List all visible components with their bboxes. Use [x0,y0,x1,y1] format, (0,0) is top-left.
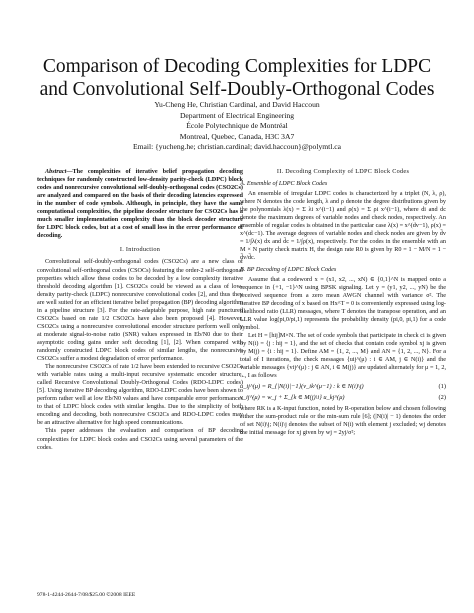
abstract [37,168,243,240]
author-email: Email: {yucheng.he; christian.cardinal; david.haccoun}@polymtl.ca [132,142,342,152]
title-line-1: Comparison of Decoding Complexities for LDPC [42,56,432,78]
equation-body: u_ij^(μ) = R_{|N(i)|−1}(v_ik^(μ−1) : k ∈ N(i)\j) [240,383,364,391]
subsection-heading-bp-decoding: B. BP Decoding of LDPC Block Codes [240,265,337,273]
body-paragraph: Assume that a codeword x = (x1, x2, ..., xN) ∈ {0,1}^N is mapped onto a sequence in {+1, −1}^N using BPSK signaling. Let y = (y1, y2, ..., yN) be the received sequence from a zero mean AWGN channel with variance σ². The iterative BP decoding of x based on Hx^T = 0 is conveniently expressed using log-likelihood ratio (LLR) messages, where T denotes the transpose operation, and an LLR value log(pi,0/pi,1) represents the probability density (pi,0, pi,1) for a code symbol. [240,275,446,331]
left-column [37,168,243,452]
section-heading-introduction: I. Introduction [119,246,161,254]
subsection-heading-ensemble: A. Ensemble of LDPC Block Codes [240,180,328,188]
body-paragraph: where RK is a K-input function, noted by R-operation below and chosen following either the sum-product rule or the min-sum rule [6]; (|N(i)| − 1) denotes the order of set N(i)\j; N(i)\j denotes the subset of N(i) with element j excluded; wj denotes the initial message for xj given by wj = 2yj/σ²; [240,405,446,437]
affiliation-line: Department of Electrical Engineering [179,110,295,120]
abstract-text: —The complexities of iterative belief propagation decoding techniques for randomly constructed low-density parity-check (LDPC) block codes and nonrecursive convolutional self-doubly-orthogonal codes (CSO2Cs) are analyzed and compared on the basis of their decoding latencies expressed in the number of code symbols. Although, in principle, they have the same computational complexities, the pipeline decoder structure for CSO2Cs has a much smaller implementation complexity than the block decoder structure for LDPC block codes, but at a cost of small loss in the error performance of decoding. [37,168,243,240]
equation-number: (1) [438,383,446,391]
author-names: Yu-Cheng He, Christian Cardinal, and David Haccoun [154,100,320,109]
intro-paragraph: Convolutional self-doubly-orthogonal codes (CSO2Cs) are a new class of convolutional self-orthogonal codes (CSOCs) featuring the order-2 self-orthogonal properties which allow these codes to be decoded by a low complexity iterative threshold decoding algorithm [1]. CSO2Cs could be viewed as a class of low-density parity-check (LDPC) nonrecursive convolutional codes [2], and thus they are well suited for an efficient iterative belief propagation (BP) decoding algorithm in a pipeline structure [3]. For the rate-adaptable purpose, high rate punctured CSO2Cs based on rate 1/2 CSO2Cs have also been proposed [4]. However, CSO2Cs using a nonrecursive convolutional encoder structure perform well only at moderate signal-to-noise ratio (SNR) values expressed in Eb/N0 due to their asymptotic coding gains under soft decoding [1], [2]. When compared with randomly constructed LDPC block codes of similar lengths, the nonrecursive CSO2Cs suffer a modest degradation of error performance. [37,258,243,363]
author-block [0,100,474,153]
affiliation-line: École Polytechnique de Montréal [186,121,288,131]
intro-paragraph: This paper addresses the evaluation and comparison of BP decoding complexities for LDPC block codes and CSO2Cs using several parameters of the codes. [37,427,243,451]
copyright-footer: 978-1-4244-2644-7/08/$25.00 ©2008 IEEE [37,592,136,598]
affiliation-line: Montreal, Quebec, Canada, H3C 3A7 [179,131,295,141]
equation-1 [240,383,446,391]
title-line-2: and Convolutional Self-Doubly-Orthogonal Codes [39,79,435,101]
body-paragraph: Let H = [hij]M×N. The set of code symbols that participate in check ci is given by N(i) = {j : hij = 1}, and the set of checks that contain code symbol xj is given by M(j) = {i : hij = 1}. Define AM = {1, 2, ..., M} and AN = {1, 2, ..., N}. For a total of I iterations, the check messages {uij^(μ) : i ∈ AM, j ∈ N(i)} and the variable messages {vij^(μ) : j ∈ AN, i ∈ M(j)} are updated alternately for μ = 1, 2, ..., I as follows [240,331,446,380]
equation-body: v_ij^(μ) = w_j + Σ_{k ∈ M(j)\i} u_kj^(μ) [240,394,345,402]
equation-number: (2) [438,394,446,402]
section-heading-complexity: II. Decoding Complexity of LDPC Block Codes [276,168,410,175]
right-column [240,168,446,437]
abstract-label: Abstract [45,168,67,175]
intro-paragraph: The nonrecursive CSO2Cs of rate 1/2 have been extended to recursive CSO2Cs with variable rates using a multi-input recursive systematic encoder structure, called Recursive Convolutional Doubly-Orthogonal Codes (RDO-LDPC codes) [5]. Using iterative BP decoding algorithm, RDO-LDPC codes have been shown to perform rather well at low Eb/N0 values and have comparable error performances to that of LDPC block codes with similar lengths. Due to the simplicity of both encoding and decoding, both nonrecursive CSO2Cs and RDO-LDPC codes may be an attractive alternative for high speed communications. [37,363,243,427]
equation-2 [240,394,446,402]
paper-title [0,55,474,101]
body-paragraph: An ensemble of irregular LDPC codes is characterized by a triplet (N, λ, ρ), where N denotes the code length, λ and ρ denote the degree distributions given by the polynomials λ(x) = Σ λi x^(i−1) and ρ(x) = Σ ρi x^(i−1), where di and dc denote the maximum degrees of variable nodes and check nodes, respectively. An ensemble of regular codes is obtained in the particular case λ(x) = x^(dv−1), ρ(x) = x^(dc−1). The average degrees of variable nodes and check nodes are given by d̄v = 1/∫λ(x) dx and d̄c = 1/∫ρ(x), respectively. For the codes in the ensemble with an M × N parity check matrix H, the design rate R0 is given by R0 = 1 − M/N = 1 − d̄v/d̄c. [240,190,446,262]
